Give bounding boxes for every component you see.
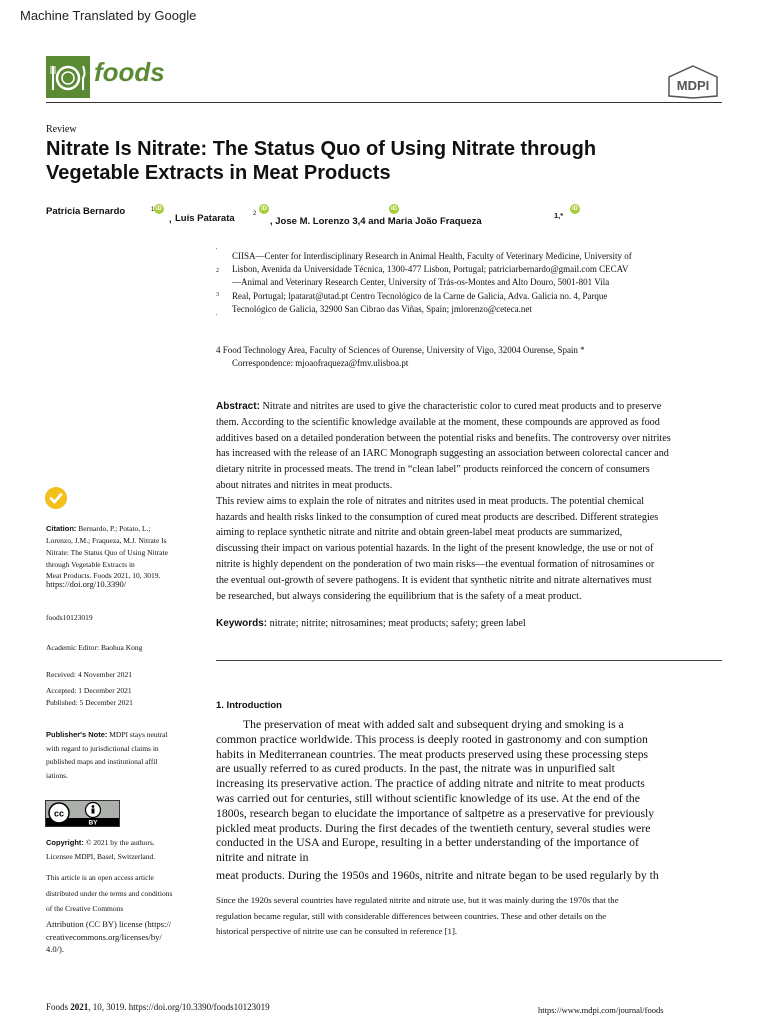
keywords	[216, 618, 526, 629]
affiliation-line: Lisbon, Avenida da Universidade Técnica, 1300-477 Lisbon, Portugal; patriciarbernardo@gmail.com CECAV	[232, 264, 629, 275]
intro-line: common practice worldwide. This process is deeply rooted in gastronomy and con sumption	[216, 732, 648, 746]
intro-line: was carried out for centuries, still without scientific knowledge of its use. At the end of the	[216, 791, 640, 805]
affiliation-marker: '	[216, 314, 218, 320]
intro-line: nitrite and nitrate in	[216, 851, 309, 865]
abstract-line: has increased with the release of an IARC Monograph suggesting an association between colorectal cancer and	[216, 448, 669, 460]
publisher-note	[46, 728, 196, 782]
publisher-note-line: published maps and institutional affil	[46, 757, 158, 766]
journal-logo-icon	[46, 56, 90, 98]
citation-label: Citation:	[46, 524, 77, 533]
section-heading: 1. Introduction	[216, 700, 282, 711]
intro-small-line: Since the 1920s several countries have regulated nitrite and nitrate use, but it was mainly during the 1970s that the	[216, 895, 619, 905]
published-date: Published: 5 December 2021	[46, 698, 133, 707]
author-name[interactable]: Luís Patarata	[175, 213, 235, 224]
attribution-line[interactable]: creativecommons.org/licenses/by/	[46, 931, 162, 942]
citation-line: Nitrate: The Status Quo of Using Nitrate	[46, 548, 168, 557]
citation-block	[46, 523, 196, 589]
cc-badge-label: BY	[88, 819, 98, 826]
intro-line: conducted in the USA and Europe, resulting in a better understanding of the importance of	[216, 836, 639, 850]
license-line: This article is an open access article	[46, 873, 154, 882]
abstract-line: hazards and health risks linked to the consumption of cured meat products are described. Different strategies	[216, 511, 659, 523]
orcid-icon[interactable]: iD	[572, 206, 578, 212]
affiliation-line: Real, Portugal; lpatarat@utad.pt Centro Tecnológico de la Carne de Galicia, Adva. Galicia no. 4, Parque	[232, 290, 608, 301]
author-name[interactable]: , Jose M. Lorenzo 3,4 and Maria João Fraqueza	[270, 216, 482, 227]
intro-small-line: historical perspective of nitrite use can be consulted in reference [1].	[216, 926, 458, 936]
intro-line: habits in Mediterranean countries. The meat products preserved using these processing steps	[216, 747, 649, 761]
intro-footnote-text	[216, 893, 736, 940]
introduction-body	[216, 718, 736, 884]
abstract-line: Nitrate and nitrites are used to give the characteristic color to cured meat products and to preserve	[262, 401, 662, 412]
abstract-line: This review aims to explain the role of nitrates and nitrites used in meat products. The potential chemical	[216, 495, 645, 507]
citation-doi[interactable]: https://doi.org/10.3390/	[46, 579, 127, 589]
mdpi-logo	[666, 65, 720, 99]
abstract-label: Abstract:	[216, 401, 260, 412]
journal-name: foods	[94, 57, 165, 87]
affiliations	[232, 250, 732, 316]
intro-line: increasing its preservative action. The practice of adding nitrate and nitrite to meat products	[216, 777, 645, 791]
correspondence: Correspondence: mjoaofraqueza@fmv.ulisboa.pt	[232, 358, 409, 368]
intro-small-line: regulation became regular, still with considerable differences between countries. These and other details on the	[216, 910, 607, 921]
check-for-updates-icon[interactable]	[45, 487, 67, 509]
publisher-note-line: with regard to jurisdictional claims in	[46, 743, 159, 753]
title-line: Vegetable Extracts in Meat Products	[46, 162, 391, 184]
intro-line: 1800s, research began to elucidate the importance of saltpetre as a preservative for previously	[216, 806, 655, 820]
abstract-line: be researched, but always considering the equilibrium that is the safety of a meat product.	[216, 590, 582, 602]
author-list	[46, 205, 646, 227]
abstract	[216, 399, 740, 604]
header-rule	[46, 102, 722, 103]
title-line: Nitrate Is Nitrate: The Status Quo of Using Nitrate through	[46, 138, 597, 160]
abstract-line: aiming to replace synthetic nitrate and nitrite and obtain green-label meat products are summarized,	[216, 527, 623, 539]
author-affiliation-sup: 2	[253, 211, 257, 217]
affiliation-marker: '	[216, 248, 218, 254]
footer-citation	[46, 1002, 270, 1012]
mdpi-logo-text: MDPI	[676, 78, 710, 93]
affiliation-4: 4 Food Technology Area, Faculty of Sciences of Ourense, University of Vigo, 32004 Ourense, Spain *	[216, 345, 585, 355]
author-separator: ,	[169, 214, 172, 225]
license-note	[46, 870, 196, 917]
academic-editor: Academic Editor: Baohua Kong	[46, 643, 143, 652]
citation-line: Bernardo, P.; Potato, L.;	[78, 524, 151, 533]
footer-year: 2021	[70, 1002, 89, 1012]
author-affiliation-sup: 1	[151, 207, 155, 213]
abstract-line: dietary nitrite in processed meats. The trend in “clean label” products reinforced the concern of consumers	[216, 464, 650, 476]
citation-line: through Vegetable Extracts in	[46, 560, 135, 569]
attribution-license	[46, 918, 196, 956]
license-line: distributed under the terms and conditions	[46, 888, 173, 898]
copyright	[46, 836, 196, 864]
intro-line: The preservation of meat with added salt and subsequent drying and smoking is a	[243, 718, 624, 731]
attribution-line[interactable]: Attribution (CC BY) license (https://	[46, 919, 172, 929]
publisher-note-line: MDPI stays neutral	[109, 730, 168, 739]
copyright-line: Licensee MDPI, Basel, Switzerland.	[46, 852, 156, 861]
accepted-date: Accepted: 1 December 2021	[46, 686, 132, 695]
keywords-label: Keywords:	[216, 618, 268, 629]
author-name[interactable]: Patricia Bernardo	[46, 206, 126, 217]
abstract-line: nitrite is highly dependent on the ponderation of two main risks—the eventual formation of nitrosamines or	[216, 558, 655, 570]
author-affiliation-sup: 1,*	[554, 211, 564, 220]
abstract-line: them. According to the scientific knowledge available at the moment, these compounds are approved as food	[216, 416, 660, 428]
abstract-line: discussing their impact on various potential hazards. In the light of the present knowledge, the use or not of	[216, 543, 654, 555]
publisher-note-line: iations.	[46, 770, 68, 780]
citation-doi-suffix[interactable]: foods10123019	[46, 613, 93, 622]
section-rule	[216, 660, 722, 661]
article-type: Review	[46, 124, 77, 135]
orcid-icon[interactable]: iD	[261, 206, 267, 212]
intro-line: meat products. During the 1950s and 1960s, nitrite and nitrate began to be used regularly by th	[216, 868, 659, 882]
orcid-icon[interactable]: iD	[391, 206, 397, 212]
abstract-line: additives based on a detailed ponderation between the potential risks and benefits. The controversy over nitrites	[216, 432, 671, 444]
citation-line: Lorenzo, J.M.; Fraqueza, M.J. Nitrate Is	[46, 536, 167, 545]
publisher-note-label: Publisher's Note:	[46, 730, 108, 739]
svg-text:cc: cc	[53, 808, 65, 819]
footer-doi[interactable]: , 10, 3019. https://doi.org/10.3390/foods10123019	[88, 1002, 270, 1012]
affiliation-line: CIISA—Center for Interdisciplinary Research in Animal Health, Faculty of Veterinary Medicine, University of	[232, 251, 632, 261]
affiliation-line: Tecnológico de Galicia, 32900 San Cibrao das Viñas, Spain; jmlorenzo@ceteca.net	[232, 303, 532, 314]
affiliation-marker: 3	[216, 292, 219, 298]
abstract-line: about nitrates and nitrites in meat products.	[216, 479, 393, 491]
keywords-text: nitrate; nitrite; nitrosamines; meat products; safety; green label	[269, 618, 526, 629]
footer-journal: Foods	[46, 1002, 71, 1012]
affiliation-line: —Animal and Veterinary Research Center, University of Trás-os-Montes and Alto Douro, 5001-801 Vila	[232, 277, 610, 288]
orcid-icon[interactable]: iD	[156, 206, 162, 212]
cc-by-license-icon[interactable]	[45, 800, 120, 827]
copyright-label: Copyright:	[46, 838, 84, 847]
received-date: Received: 4 November 2021	[46, 670, 133, 679]
license-line: of the Creative Commons	[46, 904, 124, 913]
article-title	[46, 137, 706, 185]
attribution-line[interactable]: 4.0/).	[46, 944, 64, 954]
footer-journal-url[interactable]: https://www.mdpi.com/journal/foods	[538, 1005, 664, 1015]
intro-line: pickled meat products. During the first decades of the twentieth century, several studies were	[216, 821, 651, 835]
machine-translated-banner: Machine Translated by Google	[20, 8, 197, 23]
abstract-line: the eventual out-growth of severe pathogens. It is evident that synthetic nitrite and nitrate alternatives must	[216, 574, 652, 586]
affiliation-marker: 2	[216, 268, 219, 274]
copyright-line: © 2021 by the authors.	[85, 838, 155, 847]
citation-line: Meat Products. Foods 2021, 10, 3019.	[46, 571, 161, 580]
intro-line: are usually referred to as cured products. In the past, the nitrate was in unpurified salt	[216, 762, 615, 776]
